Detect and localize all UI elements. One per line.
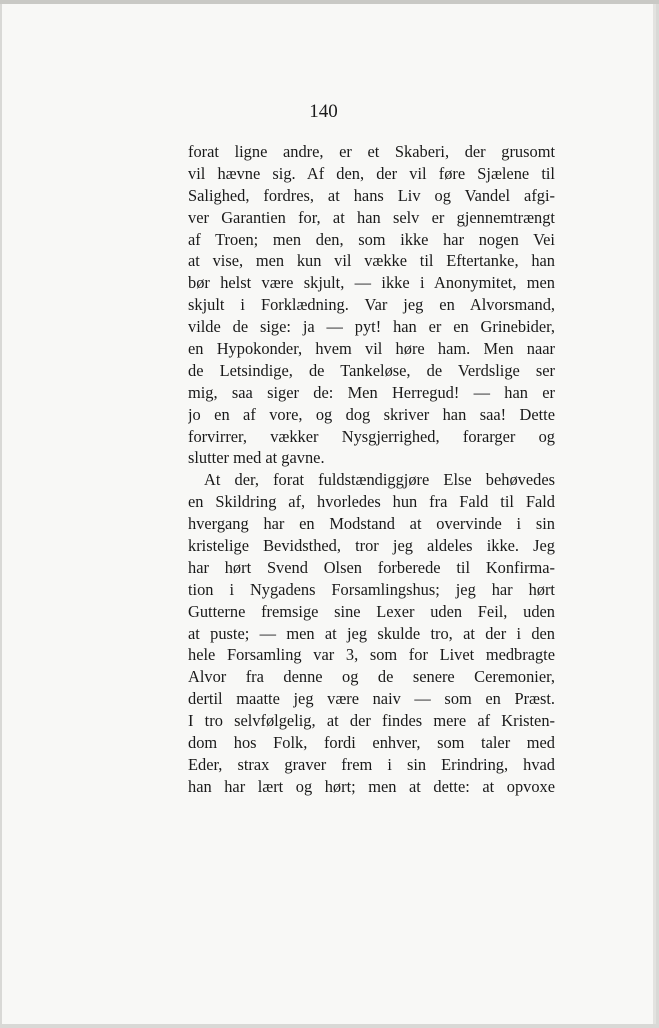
text-line: vil hævne sig. Af den, der vil føre Sjælene til: [188, 163, 555, 183]
text-line: hvergang har en Modstand at overvinde i sin: [188, 514, 555, 534]
text-line: at vise, men kun vil vække til Eftertanke, han: [188, 251, 555, 271]
text-line: bør helst være skjult, — ikke i Anonymitet, men: [188, 273, 555, 293]
text-line: Gutterne fremsige sine Lexer uden Feil, uden: [188, 601, 555, 621]
text-line: hele Forsamling var 3, som for Livet medbragte: [188, 645, 555, 665]
text-line: har hørt Svend Olsen forberede til Konfirma-: [188, 557, 555, 577]
text-line: dertil maatte jeg være naiv — som en Præst.: [188, 689, 555, 709]
text-line: ver Garantien for, at han selv er gjennemtrængt: [188, 207, 555, 227]
text-line: dom hos Folk, fordi enhver, som taler med: [188, 733, 555, 753]
page-number: 140: [309, 101, 338, 122]
text-line: tion i Nygadens Forsamlingshus; jeg har hørt: [188, 579, 555, 599]
text-line: at puste; — men at jeg skulde tro, at der i den: [188, 623, 555, 643]
text-line: forat ligne andre, er et Skaberi, der grusomt: [188, 142, 555, 161]
text-line: Alvor fra denne og de senere Ceremonier,: [188, 667, 555, 687]
text-line: slutter med at gavne.: [188, 448, 325, 468]
text-line: Eder, strax graver frem i sin Erindring, hvad: [188, 754, 555, 774]
text-line: de Letsindige, de Tankeløse, de Verdslige ser: [188, 360, 555, 380]
text-line: jo en af vore, og dog skriver han saa! Dette: [188, 404, 555, 424]
text-line: en Hypokonder, hvem vil høre ham. Men naar: [188, 339, 555, 359]
body-text: [188, 141, 555, 798]
text-line: en Skildring af, hvorledes hun fra Fald til Fald: [188, 492, 555, 512]
text-line: vilde de sige: ja — pyt! han er en Grinebider,: [188, 317, 555, 337]
text-line: kristelige Bevidsthed, tror jeg aldeles ikke. Jeg: [188, 536, 555, 556]
text-line: Salighed, fordres, at hans Liv og Vandel afgi-: [188, 185, 555, 205]
text-line: I tro selvfølgelig, at der findes mere af Kristen-: [188, 711, 555, 731]
text-line: af Troen; men den, som ikke har nogen Vei: [188, 229, 555, 249]
text-line: han har lært og hørt; men at dette: at opvoxe: [188, 776, 555, 796]
text-line: forvirrer, vækker Nysgjerrighed, forarger og: [188, 426, 555, 446]
text-line: At der, forat fuldstændiggjøre Else behøvedes: [204, 470, 555, 490]
text-line: mig, saa siger de: Men Herregud! — han er: [188, 382, 555, 402]
text-line: skjult i Forklædning. Var jeg en Alvorsmand,: [188, 295, 555, 315]
